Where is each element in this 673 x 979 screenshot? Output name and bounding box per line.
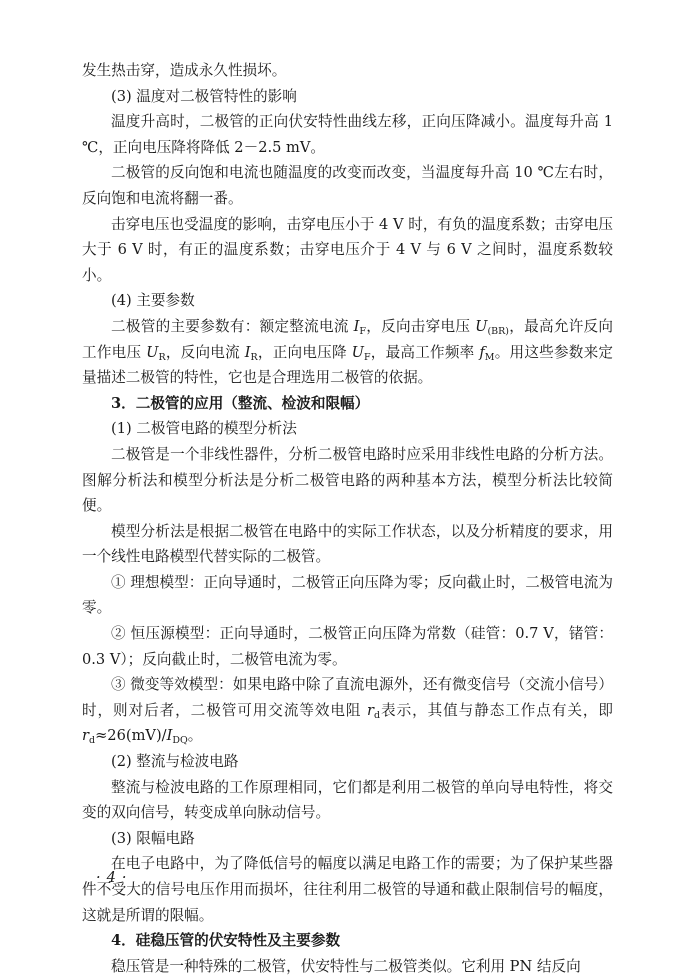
symbol-fm: f	[479, 343, 485, 361]
symbol-ir-sub: R	[250, 351, 258, 363]
text-run: ，反向击穿电压	[365, 317, 476, 335]
paragraph-constant-voltage-model: ② 恒压源模型：正向导通时，二极管正向压降为常数（硅管：0.7 V，锗管：0.3 V）；反向截止时，二极管电流为零。	[82, 625, 613, 668]
paragraph-temperature-reverse: 二极管的反向饱和电流也随温度的改变而改变，当温度每升高 10 ℃左右时，反向饱和电流将翻一番。	[82, 164, 613, 207]
text-run: 表示，其值与静态工作点有关，即	[380, 701, 613, 719]
symbol-rd-eq-sub: d	[88, 735, 96, 747]
paragraph-nonlinear-device: 二极管是一个非线性器件，分析二极管电路时应采用非线性电路的分析方法。图解分析法和模型分析法是分析二极管电路的两种基本方法，模型分析法比较简便。	[82, 445, 613, 515]
paragraph-ideal-model: ① 理想模型：正向导通时，二极管正向压降为零；反向截止时，二极管电流为零。	[82, 573, 613, 617]
heading-rectifier-detector: (2) 整流与检波电路	[111, 753, 239, 771]
paragraph-breakdown-temperature: 击穿电压也受温度的影响，击穿电压小于 4 V 时，有负的温度系数；击穿电压大于 6 V 时，有正的温度系数；击穿电压介于 4 V 与 6 V 之间时，温度系数较小。	[82, 215, 613, 284]
text-run: ≈26(mV)/	[95, 727, 167, 745]
symbol-rd: r	[367, 701, 375, 719]
text-run: 。用这些参数来定量描述二极管的特性，它也是合理选用二极管的依据。	[82, 343, 614, 387]
text-run: ，正向电压降	[257, 343, 352, 361]
symbol-fm-sub: M	[484, 351, 495, 363]
symbol-idq-sub: DQ	[172, 735, 188, 747]
symbol-rd-eq: r	[82, 727, 89, 745]
symbol-ur-sub: R	[158, 351, 166, 363]
page-number: ·4·	[96, 869, 133, 886]
text-run: ，反向电流	[165, 343, 245, 361]
heading-main-parameters: (4) 主要参数	[111, 292, 195, 310]
symbol-if-sub: F	[359, 325, 366, 337]
symbol-uf: U	[351, 343, 364, 361]
symbol-idq: I	[166, 727, 173, 745]
paragraph-rectifier: 整流与检波电路的工作原理相同，它们都是利用二极管的单向导电特性，将交变的双向信号，转变成单向脉动信号。	[82, 778, 613, 822]
text-run: 。	[187, 727, 203, 745]
text-run: ，最高工作频率	[370, 343, 480, 361]
symbol-ir: I	[244, 343, 251, 361]
symbol-ubr: U	[475, 317, 488, 335]
heading-temperature-effect: (3) 温度对二极管特性的影响	[111, 87, 297, 105]
paragraph-small-signal-model	[82, 672, 613, 749]
symbol-if: I	[353, 317, 360, 335]
paragraph-continued: 发生热击穿，造成永久性损坏。	[82, 62, 287, 79]
paragraph-model-method: 模型分析法是根据二极管在电路中的实际工作状态，以及分析精度的要求，用一个线性电路模型代替实际的二极管。	[82, 522, 613, 566]
symbol-uf-sub: F	[363, 351, 371, 363]
heading-section-4: 4．硅稳压管的伏安特性及主要参数	[111, 932, 341, 950]
symbol-rd-sub: d	[374, 709, 381, 721]
text-run: ，最高允许反向工作电压	[82, 317, 613, 361]
paragraph-zener: 稳压管是一种特殊的二极管，伏安特性与二极管类似。它利用 PN 结反向	[111, 957, 581, 975]
paragraph-parameter-list	[82, 314, 613, 391]
text-run: 二极管的主要参数有：额定整流电流	[111, 317, 354, 335]
symbol-ur: U	[146, 343, 159, 361]
heading-clipping-circuit: (3) 限幅电路	[111, 829, 195, 847]
heading-section-3: 3．二极管的应用（整流、检波和限幅）	[111, 394, 370, 412]
symbol-ubr-sub: (BR)	[487, 325, 509, 337]
paragraph-clipping: 在电子电路中，为了降低信号的幅度以满足电路工作的需要；为了保护某些器件不受大的信号电压作用而损坏，往往利用二极管的导通和截止限制信号的幅度，这就是所谓的限幅。	[82, 855, 613, 924]
heading-model-analysis: (1) 二极管电路的模型分析法	[111, 420, 297, 438]
paragraph-temperature-forward: 温度升高时，二极管的正向伏安特性曲线左移，正向压降减小。温度每升高 1 ℃，正向电压降将降低 2－2.5 mV。	[82, 113, 613, 156]
text-run: ③ 微变等效模型：如果电路中除了直流电源外，还有微变信号（交流小信号）时，则对后者，二极管可用交流等效电阻	[82, 676, 613, 719]
